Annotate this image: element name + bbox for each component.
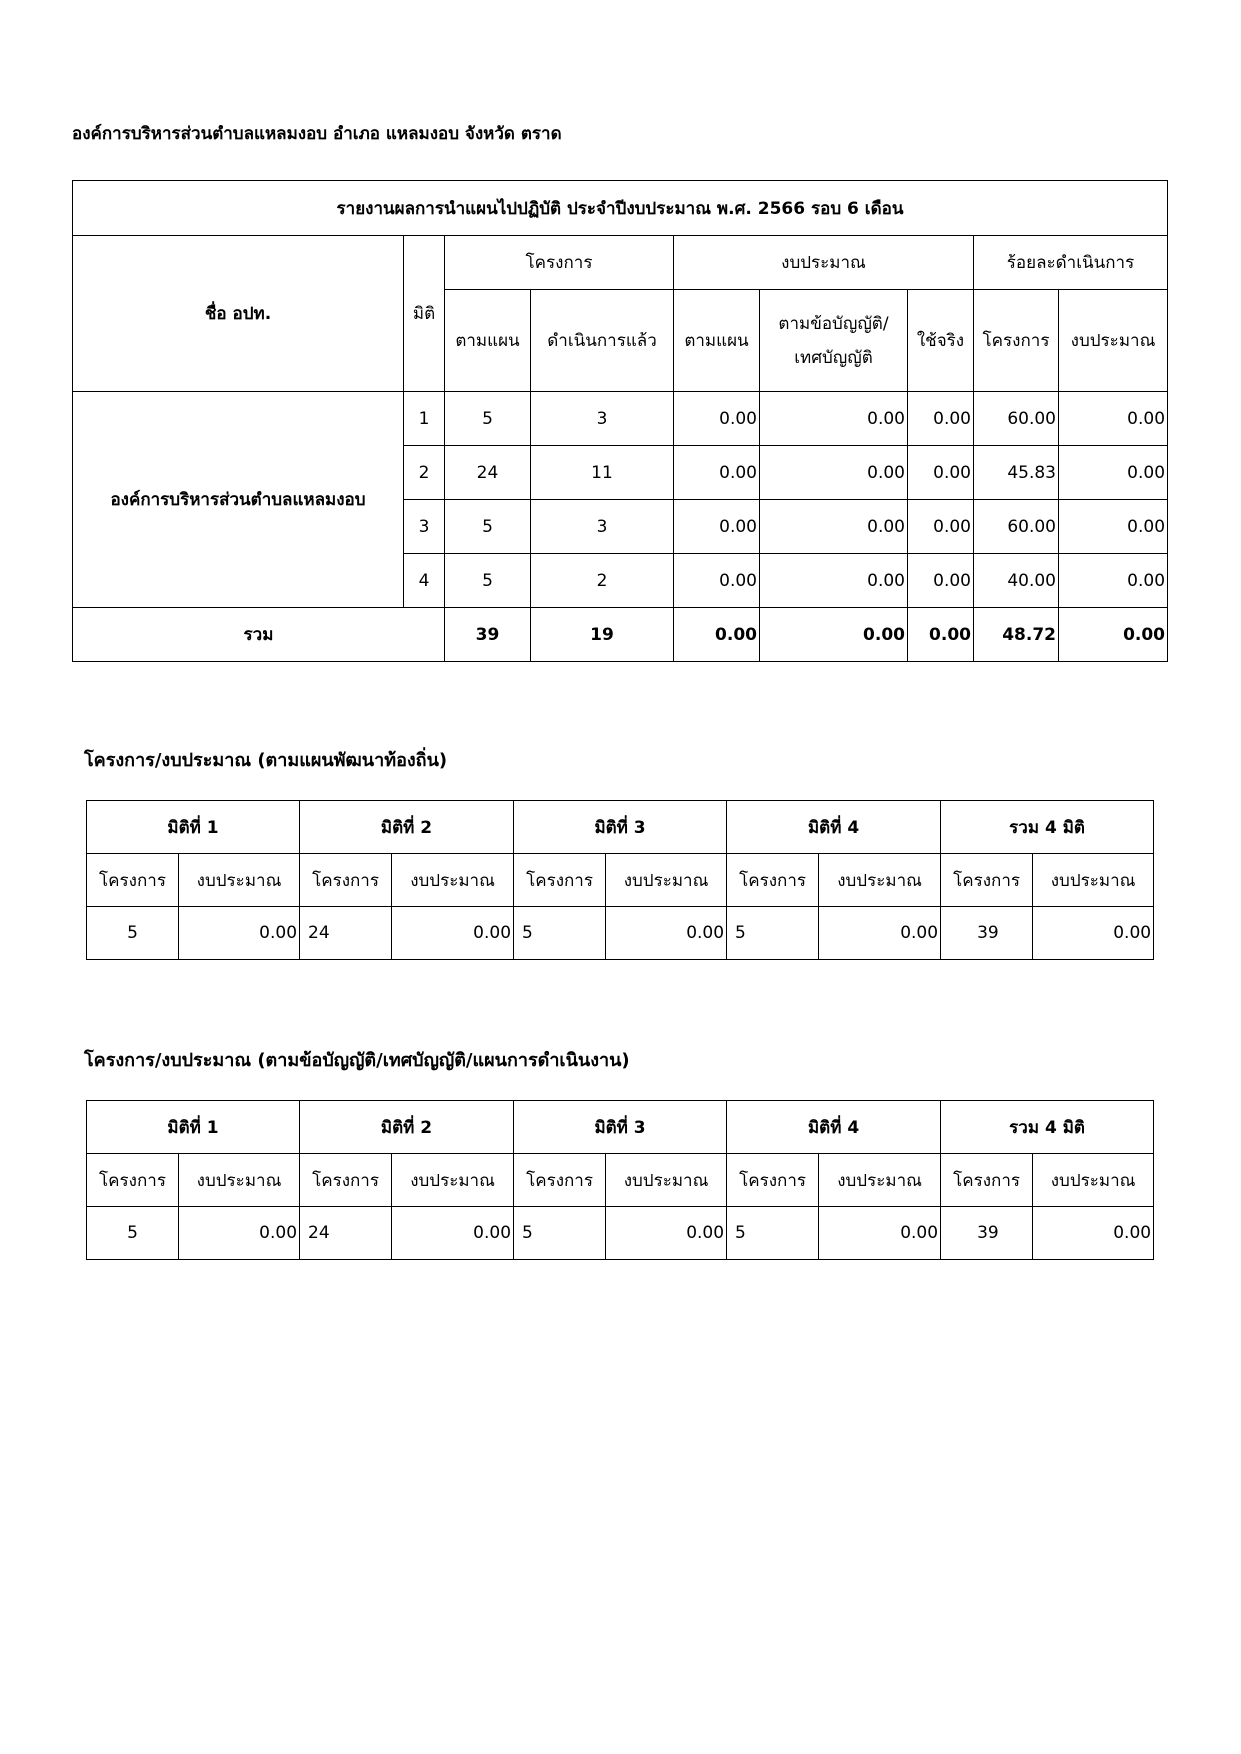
summary1-group-total: รวม 4 มิติ	[941, 801, 1154, 854]
summary2-group-total: รวม 4 มิติ	[941, 1101, 1154, 1154]
summary1-sub-projects: โครงการ	[87, 854, 179, 907]
header-budget: งบประมาณ	[674, 236, 974, 290]
budget-plan-cell: 0.00	[674, 446, 760, 500]
total-label: รวม	[73, 608, 445, 662]
summary1-budget-value: 0.00	[819, 907, 941, 960]
header-pct-projects: โครงการ	[974, 290, 1059, 392]
planned-cell: 5	[445, 392, 531, 446]
summary2-sub-budget: งบประมาณ	[819, 1154, 941, 1207]
summary2-sub-budget: งบประมาณ	[179, 1154, 300, 1207]
summary2-projects-value: 5	[727, 1207, 819, 1260]
dimension-cell: 3	[404, 500, 445, 554]
header-pct-budget: งบประมาณ	[1059, 290, 1168, 392]
summary2-sub-budget: งบประมาณ	[606, 1154, 727, 1207]
summary1-group-2: มิติที่ 2	[300, 801, 514, 854]
budget-ordinance-cell: 0.00	[760, 392, 908, 446]
total-budget-ordinance: 0.00	[760, 608, 908, 662]
summary2-group-4: มิติที่ 4	[727, 1101, 941, 1154]
header-ordinance	[760, 290, 908, 392]
summary2-sub-projects: โครงการ	[87, 1154, 179, 1207]
header-done: ดำเนินการแล้ว	[531, 290, 674, 392]
total-pct-projects: 48.72	[974, 608, 1059, 662]
summary2-sub-budget: งบประมาณ	[1033, 1154, 1154, 1207]
report-title: รายงานผลการนำแผนไปปฏิบัติ ประจำปีงบประมาณ พ.ศ. 2566 รอบ 6 เดือน	[73, 181, 1168, 236]
done-cell: 11	[531, 446, 674, 500]
header-ordinance-line1: ตามข้อบัญญัติ/	[778, 313, 889, 334]
total-row	[73, 608, 1168, 662]
header-actual: ใช้จริง	[908, 290, 974, 392]
summary2-sub-projects: โครงการ	[300, 1154, 392, 1207]
total-done: 19	[531, 608, 674, 662]
budget-ordinance-cell: 0.00	[760, 554, 908, 608]
dimension-cell: 1	[404, 392, 445, 446]
summary2-sub-budget: งบประมาณ	[392, 1154, 514, 1207]
summary1-sub-projects: โครงการ	[300, 854, 392, 907]
header-percent: ร้อยละดำเนินการ	[974, 236, 1168, 290]
budget-actual-cell: 0.00	[908, 500, 974, 554]
summary1-projects-value: 5	[87, 907, 179, 960]
summary2-budget-value: 0.00	[1033, 1207, 1154, 1260]
summary1-title: โครงการ/งบประมาณ (ตามแผนพัฒนาท้องถิ่น)	[84, 750, 448, 771]
dimension-cell: 4	[404, 554, 445, 608]
header-ordinance-line2: เทศบัญญัติ	[794, 347, 873, 368]
planned-cell: 5	[445, 554, 531, 608]
summary1-sub-budget: งบประมาณ	[819, 854, 941, 907]
summary1-projects-value: 5	[514, 907, 606, 960]
summary1-group-1: มิติที่ 1	[87, 801, 300, 854]
summary2-projects-value: 5	[87, 1207, 179, 1260]
summary2-sub-projects: โครงการ	[514, 1154, 606, 1207]
report-table	[72, 180, 1168, 662]
done-cell: 3	[531, 392, 674, 446]
pct-projects-cell: 45.83	[974, 446, 1059, 500]
summary2-projects-value: 24	[300, 1207, 392, 1260]
summary2-sub-projects: โครงการ	[727, 1154, 819, 1207]
header-projects: โครงการ	[445, 236, 674, 290]
summary2-group-3: มิติที่ 3	[514, 1101, 727, 1154]
summary1-projects-value: 24	[300, 907, 392, 960]
summary1-sub-projects: โครงการ	[514, 854, 606, 907]
pct-budget-cell: 0.00	[1059, 446, 1168, 500]
pct-projects-cell: 40.00	[974, 554, 1059, 608]
summary1-sub-budget: งบประมาณ	[1033, 854, 1154, 907]
budget-ordinance-cell: 0.00	[760, 446, 908, 500]
summary1-sub-budget: งบประมาณ	[392, 854, 514, 907]
summary2-group-1: มิติที่ 1	[87, 1101, 300, 1154]
summary1-sub-projects: โครงการ	[941, 854, 1033, 907]
summary1-budget-value: 0.00	[179, 907, 300, 960]
budget-actual-cell: 0.00	[908, 554, 974, 608]
summary2-budget-value: 0.00	[179, 1207, 300, 1260]
summary2-budget-value: 0.00	[392, 1207, 514, 1260]
pct-projects-cell: 60.00	[974, 392, 1059, 446]
table-row	[87, 1207, 1154, 1260]
total-budget-plan: 0.00	[674, 608, 760, 662]
planned-cell: 5	[445, 500, 531, 554]
header-dimension: มิติ	[404, 236, 445, 392]
budget-plan-cell: 0.00	[674, 392, 760, 446]
budget-plan-cell: 0.00	[674, 554, 760, 608]
summary2-projects-value: 5	[514, 1207, 606, 1260]
done-cell: 3	[531, 500, 674, 554]
summary2-budget-value: 0.00	[819, 1207, 941, 1260]
summary1-group-4: มิติที่ 4	[727, 801, 941, 854]
summary1-sub-budget: งบประมาณ	[179, 854, 300, 907]
header-budget-planned: ตามแผน	[674, 290, 760, 392]
summary1-group-3: มิติที่ 3	[514, 801, 727, 854]
total-planned: 39	[445, 608, 531, 662]
budget-ordinance-cell: 0.00	[760, 500, 908, 554]
pct-budget-cell: 0.00	[1059, 500, 1168, 554]
summary1-sub-projects: โครงการ	[727, 854, 819, 907]
dimension-cell: 2	[404, 446, 445, 500]
summary2-title: โครงการ/งบประมาณ (ตามข้อบัญญัติ/เทศบัญญัติ/แผนการดำเนินงาน)	[84, 1050, 630, 1071]
summary1-budget-value: 0.00	[392, 907, 514, 960]
pct-projects-cell: 60.00	[974, 500, 1059, 554]
summary2-budget-value: 0.00	[606, 1207, 727, 1260]
header-org-name: ชื่อ อปท.	[73, 236, 404, 392]
summary2-group-2: มิติที่ 2	[300, 1101, 514, 1154]
summary1-sub-budget: งบประมาณ	[606, 854, 727, 907]
pct-budget-cell: 0.00	[1059, 392, 1168, 446]
page-title: องค์การบริหารส่วนตำบลแหลมงอบ อำเภอ แหลมงอบ จังหวัด ตราด	[72, 124, 562, 144]
summary1-budget-value: 0.00	[1033, 907, 1154, 960]
summary2-projects-value: 39	[941, 1207, 1033, 1260]
budget-plan-cell: 0.00	[674, 500, 760, 554]
summary2-table	[86, 1100, 1154, 1260]
total-budget-actual: 0.00	[908, 608, 974, 662]
planned-cell: 24	[445, 446, 531, 500]
summary1-budget-value: 0.00	[606, 907, 727, 960]
header-planned: ตามแผน	[445, 290, 531, 392]
budget-actual-cell: 0.00	[908, 446, 974, 500]
done-cell: 2	[531, 554, 674, 608]
summary1-projects-value: 5	[727, 907, 819, 960]
org-name-cell: องค์การบริหารส่วนตำบลแหลมงอบ	[73, 392, 404, 608]
summary1-table	[86, 800, 1154, 960]
total-pct-budget: 0.00	[1059, 608, 1168, 662]
table-row	[73, 392, 1168, 446]
summary1-projects-value: 39	[941, 907, 1033, 960]
summary2-sub-projects: โครงการ	[941, 1154, 1033, 1207]
pct-budget-cell: 0.00	[1059, 554, 1168, 608]
budget-actual-cell: 0.00	[908, 392, 974, 446]
table-row	[87, 907, 1154, 960]
